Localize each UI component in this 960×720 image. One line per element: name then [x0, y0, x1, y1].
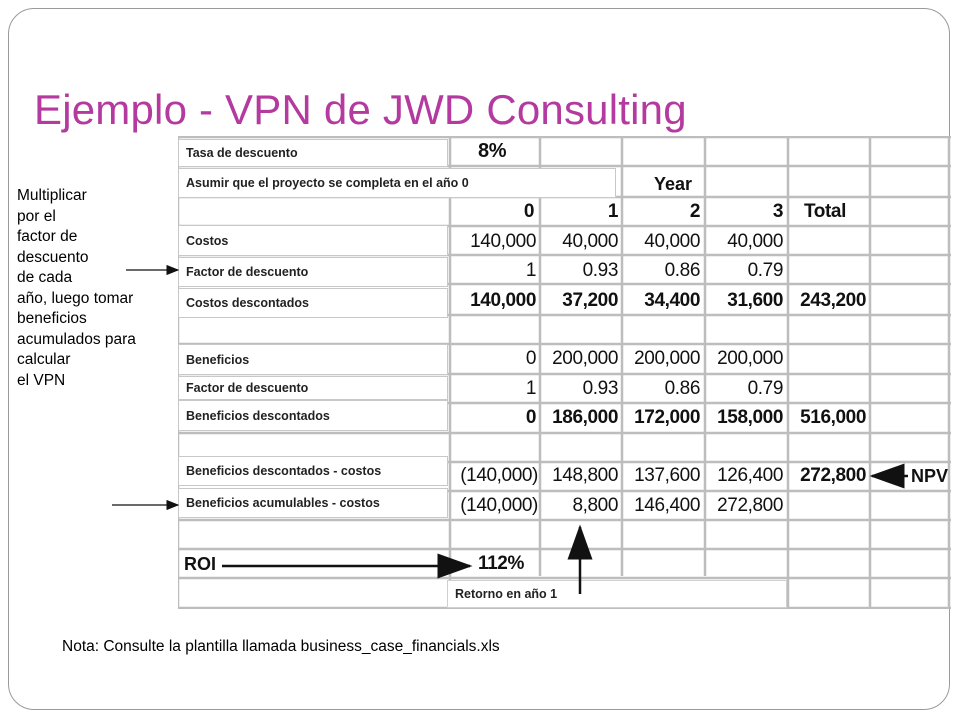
benefit-factor-1: 0.93: [582, 378, 618, 399]
label-cost-factor: Factor de descuento: [178, 257, 448, 287]
disc-benefits-total: 516,000: [800, 407, 866, 428]
benefits-2: 200,000: [634, 348, 700, 369]
year-header: Year: [654, 174, 693, 194]
benefits-1: 200,000: [552, 348, 618, 369]
label-net: Beneficios descontados - costos: [178, 456, 448, 486]
disc-costs-3: 31,600: [727, 290, 783, 311]
benefits-3: 200,000: [717, 348, 783, 369]
label-benefit-factor: Factor de descuento: [178, 376, 448, 400]
costs-2: 40,000: [644, 231, 700, 252]
label-discounted-benefits: Beneficios descontados: [178, 400, 448, 431]
cumulative-2: 146,400: [634, 495, 700, 516]
net-1: 148,800: [552, 465, 618, 486]
col-header-2: 2: [689, 201, 700, 222]
cumulative-0: (140,000): [460, 495, 538, 516]
cost-factor-3: 0.79: [747, 260, 783, 281]
col-header-1: 1: [607, 201, 618, 222]
label-payback: Retorno en año 1: [447, 580, 787, 608]
financial-table: [178, 136, 951, 609]
cumulative-3: 272,800: [717, 495, 783, 516]
col-header-0: 0: [523, 201, 534, 222]
disc-costs-1: 37,200: [562, 290, 618, 311]
cost-factor-0: 1: [525, 260, 536, 281]
disc-costs-total: 243,200: [800, 290, 866, 311]
label-costs: Costos: [178, 225, 448, 256]
net-2: 137,600: [634, 465, 700, 486]
benefit-factor-0: 1: [525, 378, 536, 399]
discount-rate-value: 8%: [478, 140, 507, 162]
col-header-total: Total: [804, 201, 846, 222]
label-assume: Asumir que el proyecto se completa en el año 0: [178, 168, 616, 198]
benefits-0: 0: [525, 348, 536, 369]
cost-factor-2: 0.86: [664, 260, 700, 281]
costs-3: 40,000: [727, 231, 783, 252]
npv-label: NPV: [911, 466, 949, 486]
disc-costs-2: 34,400: [644, 290, 700, 311]
slide-title: Ejemplo - VPN de JWD Consulting: [34, 86, 687, 133]
footer-note: Nota: Consulte la plantilla llamada business_case_financials.xls: [62, 638, 500, 655]
cost-factor-1: 0.93: [582, 260, 618, 281]
net-3: 126,400: [717, 465, 783, 486]
col-header-3: 3: [772, 201, 783, 222]
benefit-factor-3: 0.79: [747, 378, 783, 399]
benefit-factor-2: 0.86: [664, 378, 700, 399]
label-benefits: Beneficios: [178, 344, 448, 375]
disc-benefits-1: 186,000: [552, 407, 618, 428]
label-cumulative: Beneficios acumulables - costos: [178, 488, 448, 518]
disc-benefits-2: 172,000: [634, 407, 700, 428]
roi-label: ROI: [184, 554, 217, 574]
costs-1: 40,000: [562, 231, 618, 252]
cumulative-1: 8,800: [572, 495, 618, 516]
label-discount-rate: Tasa de descuento: [178, 139, 448, 167]
costs-0: 140,000: [470, 231, 536, 252]
disc-benefits-0: 0: [525, 407, 536, 428]
npv-total: 272,800: [800, 465, 866, 486]
net-0: (140,000): [460, 465, 538, 486]
label-discounted-costs: Costos descontados: [178, 288, 448, 318]
side-note: Multiplicar por el factor de descuento de cada año, luego tomar beneficios acumulados para calcular el VPN: [17, 187, 136, 389]
disc-benefits-3: 158,000: [717, 407, 783, 428]
disc-costs-0: 140,000: [470, 290, 536, 311]
roi-value: 112%: [478, 553, 524, 574]
